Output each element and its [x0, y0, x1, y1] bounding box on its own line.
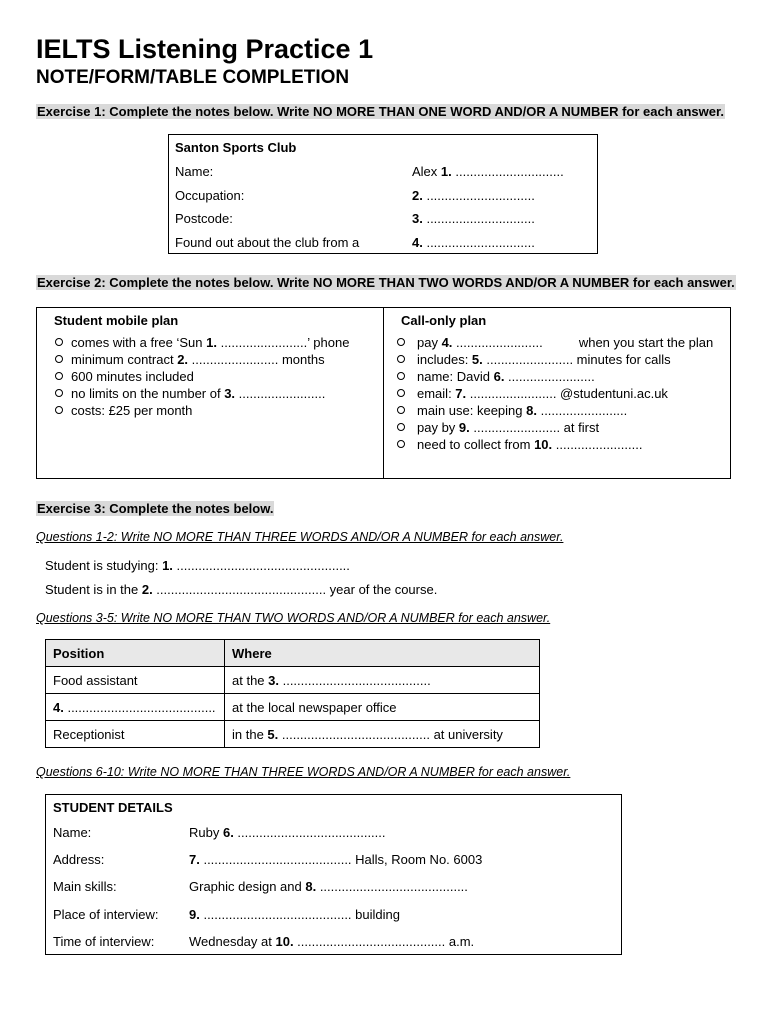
details-answer-9[interactable]: 9. ......................................... building [189, 907, 400, 922]
bullet-circle-icon [397, 440, 405, 448]
list-item[interactable]: pay by 9. ........................ at first [395, 419, 713, 436]
list-item[interactable]: comes with a free ‘Sun 1. ........................’ phone [53, 334, 349, 351]
list-item[interactable]: no limits on the number of 3. ........................ [53, 385, 349, 402]
table-row [46, 694, 540, 721]
list-item: 600 minutes included [53, 368, 349, 385]
table-cell: Receptionist [46, 721, 225, 748]
list-item[interactable]: main use: keeping 8. ........................ [395, 402, 713, 419]
ex1-answer-3[interactable]: 3. .............................. [412, 211, 535, 226]
list-item[interactable]: includes: 5. ........................ minutes for calls [395, 351, 713, 368]
table-cell-answer-4[interactable]: 4. ......................................... [46, 694, 225, 721]
exercise-1-heading: Exercise 1: Complete the notes below. Write NO MORE THAN ONE WORD AND/OR A NUMBER for each answer. [37, 104, 724, 119]
position-table [45, 639, 540, 748]
student-mobile-plan-title: Student mobile plan [54, 313, 179, 328]
page-title: IELTS Listening Practice 1 [36, 34, 374, 64]
ex1-label-postcode: Postcode: [175, 211, 233, 226]
details-answer-7[interactable]: 7. ......................................... Halls, Room No. 6003 [189, 852, 483, 867]
table-row [46, 721, 540, 748]
table-cell-answer-3[interactable]: at the 3. ......................................... [225, 667, 540, 694]
bullet-circle-icon [397, 372, 405, 380]
table-cell: at the local newspaper office [225, 694, 540, 721]
bullet-circle-icon [55, 355, 63, 363]
header-where: Where [225, 640, 540, 667]
exercise-3-heading: Exercise 3: Complete the notes below. [37, 501, 274, 516]
table-cell: Food assistant [46, 667, 225, 694]
bullet-circle-icon [397, 338, 405, 346]
ex1-answer-2[interactable]: 2. .............................. [412, 188, 535, 203]
exercise-1-box [168, 134, 598, 254]
table-row [46, 667, 540, 694]
bullet-circle-icon [55, 338, 63, 346]
exercise-2-box [36, 307, 731, 479]
ex1-label-name: Name: [175, 164, 214, 179]
call-only-plan-title: Call-only plan [401, 313, 487, 328]
ex1-label-found-out: Found out about the club from a [175, 235, 360, 250]
details-answer-10[interactable]: Wednesday at 10. ......................................... a.m. [189, 934, 475, 949]
header-position: Position [46, 640, 225, 667]
bullet-circle-icon [55, 389, 63, 397]
questions-6-10-instruction: Questions 6-10: Write NO MORE THAN THREE WORDS AND/OR A NUMBER for each answer. [36, 765, 571, 779]
bullet-circle-icon [397, 406, 405, 414]
bullet-circle-icon [397, 355, 405, 363]
ex1-answer-1[interactable]: Alex 1. .............................. [412, 164, 564, 179]
details-answer-6[interactable]: Ruby 6. ......................................... [189, 825, 386, 840]
details-label-address: Address: [53, 852, 105, 867]
student-mobile-plan-list [53, 334, 349, 419]
table-header-row [46, 640, 540, 667]
page-subtitle: NOTE/FORM/TABLE COMPLETION [36, 67, 350, 88]
ex1-answer-4[interactable]: 4. .............................. [412, 235, 535, 250]
exercise-2-heading: Exercise 2: Complete the notes below. Write NO MORE THAN TWO WORDS AND/OR A NUMBER for each answer. [37, 275, 735, 290]
questions-3-5-instruction: Questions 3-5: Write NO MORE THAN TWO WORDS AND/OR A NUMBER for each answer. [36, 611, 551, 625]
questions-1-2-instruction: Questions 1-2: Write NO MORE THAN THREE WORDS AND/OR A NUMBER for each answer. [36, 530, 564, 544]
details-label-time: Time of interview: [53, 934, 155, 949]
details-label-skills: Main skills: [53, 879, 117, 894]
bullet-circle-icon [397, 389, 405, 397]
list-item[interactable]: pay 4. ........................ when you start the plan [395, 334, 713, 351]
bullet-circle-icon [397, 423, 405, 431]
bullet-circle-icon [55, 406, 63, 414]
column-divider [383, 308, 384, 478]
list-item[interactable]: minimum contract 2. ........................ months [53, 351, 349, 368]
list-item: costs: £25 per month [53, 402, 349, 419]
call-only-plan-list [395, 334, 713, 453]
list-item[interactable]: email: 7. ........................ @studentuni.ac.uk [395, 385, 713, 402]
details-label-place: Place of interview: [53, 907, 159, 922]
bullet-circle-icon [55, 372, 63, 380]
list-item[interactable]: need to collect from 10. ........................ [395, 436, 713, 453]
details-answer-8[interactable]: Graphic design and 8. ......................................... [189, 879, 468, 894]
table-cell-answer-5[interactable]: in the 5. ......................................... at university [225, 721, 540, 748]
list-item[interactable]: name: David 6. ........................ [395, 368, 713, 385]
details-label-name: Name: [53, 825, 92, 840]
club-title: Santon Sports Club [175, 140, 297, 155]
q1-line[interactable]: Student is studying: 1. ................................................ [45, 558, 350, 573]
q2-line[interactable]: Student is in the 2. ............................................... year of the course. [45, 582, 438, 597]
student-details-title: STUDENT DETAILS [53, 800, 173, 815]
student-details-box [45, 794, 622, 955]
ex1-label-occupation: Occupation: [175, 188, 245, 203]
